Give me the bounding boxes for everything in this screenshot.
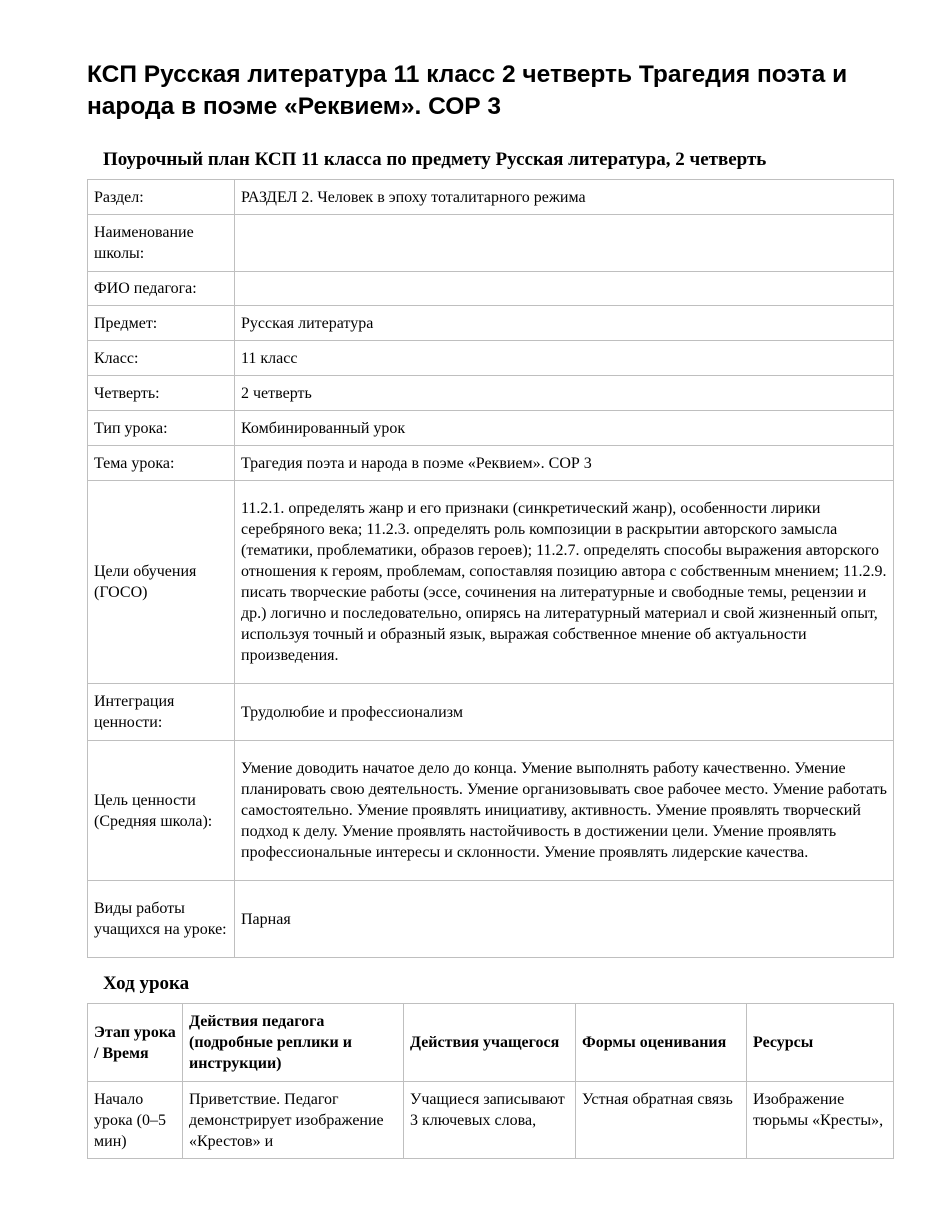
plan-label: Класс: <box>88 341 235 376</box>
plan-value: РАЗДЕЛ 2. Человек в эпоху тоталитарного режима <box>235 180 894 215</box>
plan-row-grade <box>88 341 894 376</box>
plan-heading: Поурочный план КСП 11 класса по предмету Русская литература, 2 четверть <box>103 149 767 170</box>
plan-row-value-goal <box>88 741 894 881</box>
flow-header-teacher-actions: Действия педагога (подробные реплики и инструкции) <box>183 1004 404 1082</box>
flow-row <box>88 1082 894 1159</box>
plan-value: Комбинированный урок <box>235 411 894 446</box>
plan-value: 11.2.1. определять жанр и его признаки (синкретический жанр), особенности лирики серебряного века; 11.2.3. определять роль композиции в раскрытии авторского замысла (тематики, проблематики, образов героев); 11.2.7. определять способы выражения авторского отношения к героям, проблемам, сопоставляя позицию автора с собственным мнением; 11.2.9. писать творческие работы (эссе, сочинения на литературные и свободные темы, рецензии и др.) логично и последовательно, опирясь на литературный материал и свой жизненный опыт, используя точный и образный язык, выражая собственное мнение об актуальности произведения. <box>235 481 894 684</box>
plan-label: Предмет: <box>88 306 235 341</box>
plan-row-lesson-type <box>88 411 894 446</box>
plan-label: Четверть: <box>88 376 235 411</box>
plan-label: ФИО педагога: <box>88 272 235 306</box>
plan-value <box>235 272 894 306</box>
plan-value <box>235 215 894 272</box>
flow-header-resources: Ресурсы <box>747 1004 894 1082</box>
plan-value: Трагедия поэта и народа в поэме «Реквием». СОР 3 <box>235 446 894 481</box>
document-title: КСП Русская литература 11 класс 2 четверть Трагедия поэта и народа в поэме «Реквием». СОР 3 <box>87 61 848 120</box>
plan-label: Цели обучения (ГОСО) <box>88 481 235 684</box>
plan-row-subject <box>88 306 894 341</box>
plan-label: Наименование школы: <box>88 215 235 272</box>
plan-row-topic <box>88 446 894 481</box>
plan-row-work-types <box>88 881 894 958</box>
plan-value: Русская литература <box>235 306 894 341</box>
flow-header-row <box>88 1004 894 1082</box>
plan-label: Раздел: <box>88 180 235 215</box>
flow-heading: Ход урока <box>103 973 190 994</box>
plan-value: 2 четверть <box>235 376 894 411</box>
plan-value: 11 класс <box>235 341 894 376</box>
lesson-flow-table <box>87 1003 894 1159</box>
flow-header-stage: Этап урока / Время <box>88 1004 183 1082</box>
flow-cell-resources: Изображение тюрьмы «Кресты», <box>747 1082 894 1159</box>
plan-value: Умение доводить начатое дело до конца. Умение выполнять работу качественно. Умение планировать свою деятельность. Умение организовывать свое рабочее место. Умение работать самостоятельно. Умение проявлять инициативу, активность. Умение проявлять творческий подход к делу. Умение проявлять настойчивость в достижении цели. Умение проявлять профессиональные интересы и склонности. Умение проявлять лидерские качества. <box>235 741 894 881</box>
flow-header-student-actions: Действия учащегося <box>404 1004 576 1082</box>
plan-value: Трудолюбие и профессионализм <box>235 684 894 741</box>
plan-value: Парная <box>235 881 894 958</box>
plan-row-section <box>88 180 894 215</box>
plan-label: Тип урока: <box>88 411 235 446</box>
flow-header-assessment: Формы оценивания <box>576 1004 747 1082</box>
plan-row-school <box>88 215 894 272</box>
plan-label: Тема урока: <box>88 446 235 481</box>
plan-row-quarter <box>88 376 894 411</box>
flow-cell-stage: Начало урока (0–5 мин) <box>88 1082 183 1159</box>
lesson-plan-table <box>87 179 894 958</box>
plan-label: Виды работы учащихся на уроке: <box>88 881 235 958</box>
flow-cell-student-actions: Учащиеся записывают 3 ключевых слова, <box>404 1082 576 1159</box>
plan-row-values-integration <box>88 684 894 741</box>
flow-cell-assessment: Устная обратная связь <box>576 1082 747 1159</box>
plan-label: Цель ценности (Средняя школа): <box>88 741 235 881</box>
plan-label: Интеграция ценности: <box>88 684 235 741</box>
plan-row-teacher <box>88 272 894 306</box>
flow-cell-teacher-actions: Приветствие. Педагог демонстрирует изображение «Крестов» и <box>183 1082 404 1159</box>
plan-row-objectives <box>88 481 894 684</box>
